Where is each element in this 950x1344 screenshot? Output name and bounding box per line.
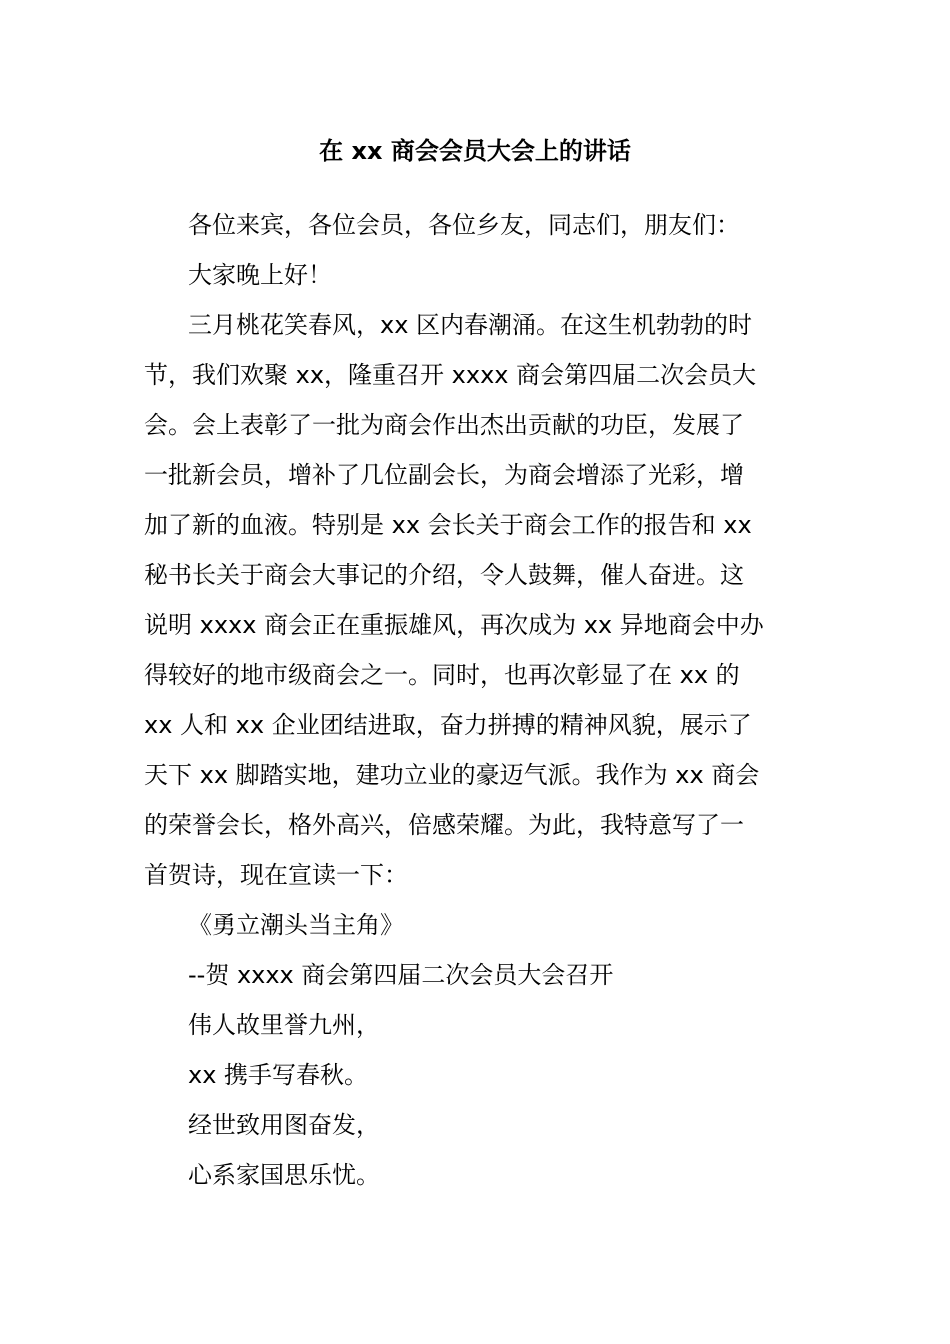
- body-line: xx 人和 xx 企业团结进取，奋力拼搏的精神风貌，展示了: [144, 711, 752, 739]
- body-line: 秘书长关于商会大事记的介绍，令人鼓舞，催人奋进。这: [144, 561, 744, 589]
- body-line: 一批新会员，增补了几位副会长，为商会增添了光彩，增: [144, 461, 744, 489]
- body-line: 的荣誉会长，格外高兴，倍感荣耀。为此，我特意写了一: [144, 811, 744, 839]
- body-line: 得较好的地市级商会之一。同时，也再次彰显了在 xx 的: [144, 661, 740, 689]
- body-line: --贺 xxxx 商会第四届二次会员大会召开: [188, 961, 614, 989]
- document-body: [144, 200, 794, 1200]
- body-line: 《勇立潮头当主角》: [188, 911, 404, 939]
- body-line: 加了新的血液。特别是 xx 会长关于商会工作的报告和 xx: [144, 511, 752, 539]
- body-line: 心系家国思乐忧。: [188, 1161, 380, 1189]
- body-line: 说明 xxxx 商会正在重振雄风，再次成为 xx 异地商会中办: [144, 611, 764, 639]
- body-line: 天下 xx 脚踏实地，建功立业的豪迈气派。我作为 xx 商会: [144, 761, 760, 789]
- document-title: 在 xx 商会会员大会上的讲话: [319, 137, 631, 165]
- body-line: 伟人故里誉九州，: [188, 1011, 380, 1039]
- body-line: 三月桃花笑春风，xx 区内春潮涌。在这生机勃勃的时: [188, 311, 753, 339]
- body-line: 经世致用图奋发，: [188, 1111, 380, 1139]
- body-line: 大家晚上好！: [188, 261, 332, 289]
- body-line: 会。会上表彰了一批为商会作出杰出贡献的功臣，发展了: [144, 411, 744, 439]
- body-line: 首贺诗，现在宣读一下：: [144, 861, 408, 889]
- body-line: 各位来宾，各位会员，各位乡友，同志们，朋友们：: [188, 211, 740, 239]
- body-line: xx 携手写春秋。: [188, 1061, 369, 1089]
- body-line: 节，我们欢聚 xx，隆重召开 xxxx 商会第四届二次会员大: [144, 361, 757, 389]
